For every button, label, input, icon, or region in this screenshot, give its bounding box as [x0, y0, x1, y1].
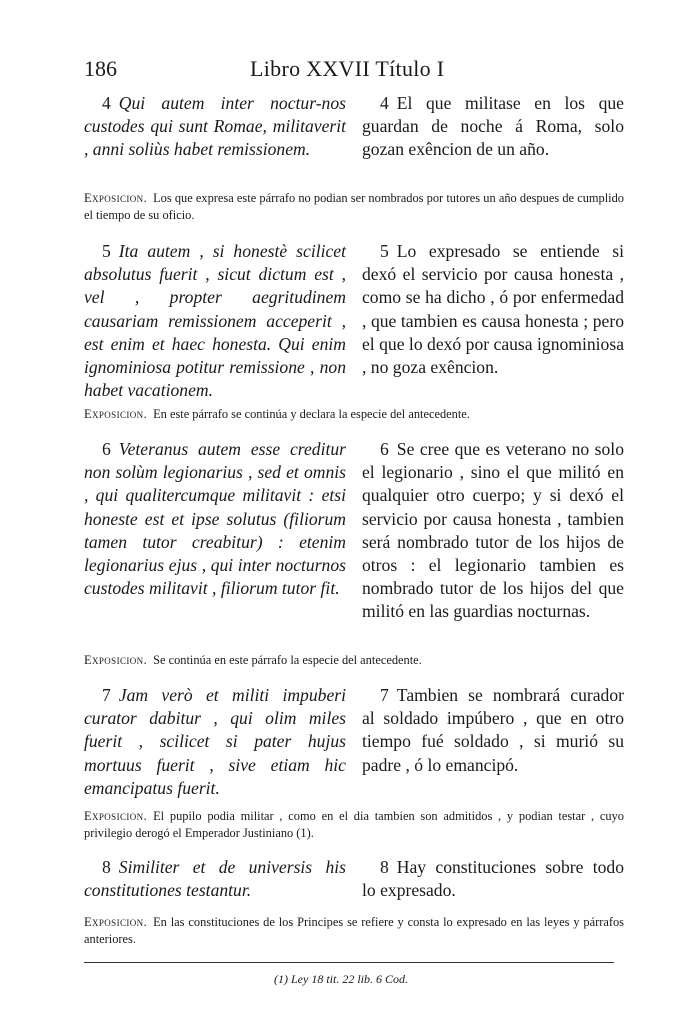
running-title: Libro XXVII Título I: [250, 56, 445, 81]
latin-text: Similiter et de universis his constitutiones testantur.: [84, 857, 346, 901]
paragraph-number: 7: [102, 685, 111, 705]
paragraph-number: 7: [380, 685, 389, 705]
exposicion-label: Exposicion.: [84, 407, 148, 421]
paragraph-number: 6: [102, 439, 111, 459]
latin-text: Jam verò et militi impuberi curator dabitur , qui olim miles fuerit , scilicet si pater hujus mortuus fuerit , sive etiam hic emancipatus fuerit.: [84, 685, 346, 798]
latin-column: [84, 684, 346, 800]
latin-text: Ita autem , si honestè scilicet absolutus fuerit , sicut dictum est , vel , propter aegritudinem causariam remissionem acceperit , est enim et haec honesta. Qui enim ignominiosa potitur remissione , non habet vacationem.: [84, 241, 346, 401]
latin-column: [84, 92, 346, 162]
exposicion-text: Se continúa en este párrafo la especie del antecedente.: [153, 653, 422, 667]
exposicion-note: [84, 406, 624, 423]
exposicion-text: Los que expresa este párrafo no podian ser nombrados por tutores un año despues de cumplido el tiempo de su oficio.: [84, 191, 624, 222]
paragraph-number: 4: [380, 93, 389, 113]
spanish-text: Hay constituciones sobre todo lo expresado.: [362, 857, 624, 901]
spanish-column: [362, 856, 624, 902]
exposicion-label: Exposicion.: [84, 191, 148, 205]
exposicion-label: Exposicion.: [84, 915, 148, 929]
paragraph-number: 4: [102, 93, 111, 113]
spanish-text: Se cree que es veterano no solo el legionario , sino el que militó en qualquier otro cuerpo; y si dexó el servicio por causa honesta , tambien será nombrado tutor de los hijos de otros : el legionario tambien es nombrado tutor de los hijos del que militó en las guardias nocturnas.: [362, 439, 624, 622]
latin-column: [84, 438, 346, 600]
page-number: 186: [84, 56, 117, 81]
exposicion-note: [84, 808, 624, 842]
footnote-divider: [84, 962, 614, 963]
spanish-text: Lo expresado se entiende si dexó el servicio por causa honesta , como se ha dicho , ó por enfermedad , que tambien es causa honesta ; pero el que lo dexó por causa ignominiosa , no goza exêncion.: [362, 241, 624, 378]
paragraph-number: 8: [102, 857, 111, 877]
exposicion-label: Exposicion.: [84, 653, 148, 667]
page-header: [84, 56, 624, 84]
paragraph-number: 6: [380, 439, 389, 459]
paragraph-number: 8: [380, 857, 389, 877]
spanish-text: El que militase en los que guardan de noche á Roma, solo gozan exêncion de un año.: [362, 93, 624, 160]
exposicion-label: Exposicion.: [84, 809, 148, 823]
paragraph-number: 5: [380, 241, 389, 261]
spanish-column: [362, 438, 624, 624]
latin-column: [84, 856, 346, 902]
exposicion-note: [84, 190, 624, 224]
spanish-column: [362, 92, 624, 162]
spanish-column: [362, 240, 624, 379]
latin-column: [84, 240, 346, 402]
exposicion-text: En este párrafo se continúa y declara la especie del antecedente.: [153, 407, 470, 421]
spanish-text: Tambien se nombrará curador al soldado impúbero , que en otro tiempo fué soldado , si murió su padre , ó lo emancipó.: [362, 685, 624, 775]
exposicion-note: [84, 652, 624, 669]
spanish-column: [362, 684, 624, 777]
paragraph-number: 5: [102, 241, 111, 261]
exposicion-text: En las constituciones de los Principes se refiere y consta lo expresado en las leyes y párrafos anteriores.: [84, 915, 624, 946]
exposicion-note: [84, 914, 624, 948]
footnote: (1) Ley 18 tit. 22 lib. 6 Cod.: [274, 972, 408, 986]
latin-text: Veteranus autem esse creditur non solùm legionarius , sed et omnis , qui qualitercumque militavit : etsi honeste est et ipse solutus (filiorum tamen tutor creabitur) : etenim legionarius ejus , qui inter nocturnos custodes militavit , filiorum tutor fit.: [84, 439, 346, 599]
latin-text: Qui autem inter noctur-nos custodes qui sunt Romae, militaverit , anni soliùs habet remissionem.: [84, 93, 346, 160]
exposicion-text: El pupilo podia militar , como en el dia tambien son admitidos , y podian testar , cuyo privilegio derogó el Emperador Justiniano (1).: [84, 809, 624, 840]
